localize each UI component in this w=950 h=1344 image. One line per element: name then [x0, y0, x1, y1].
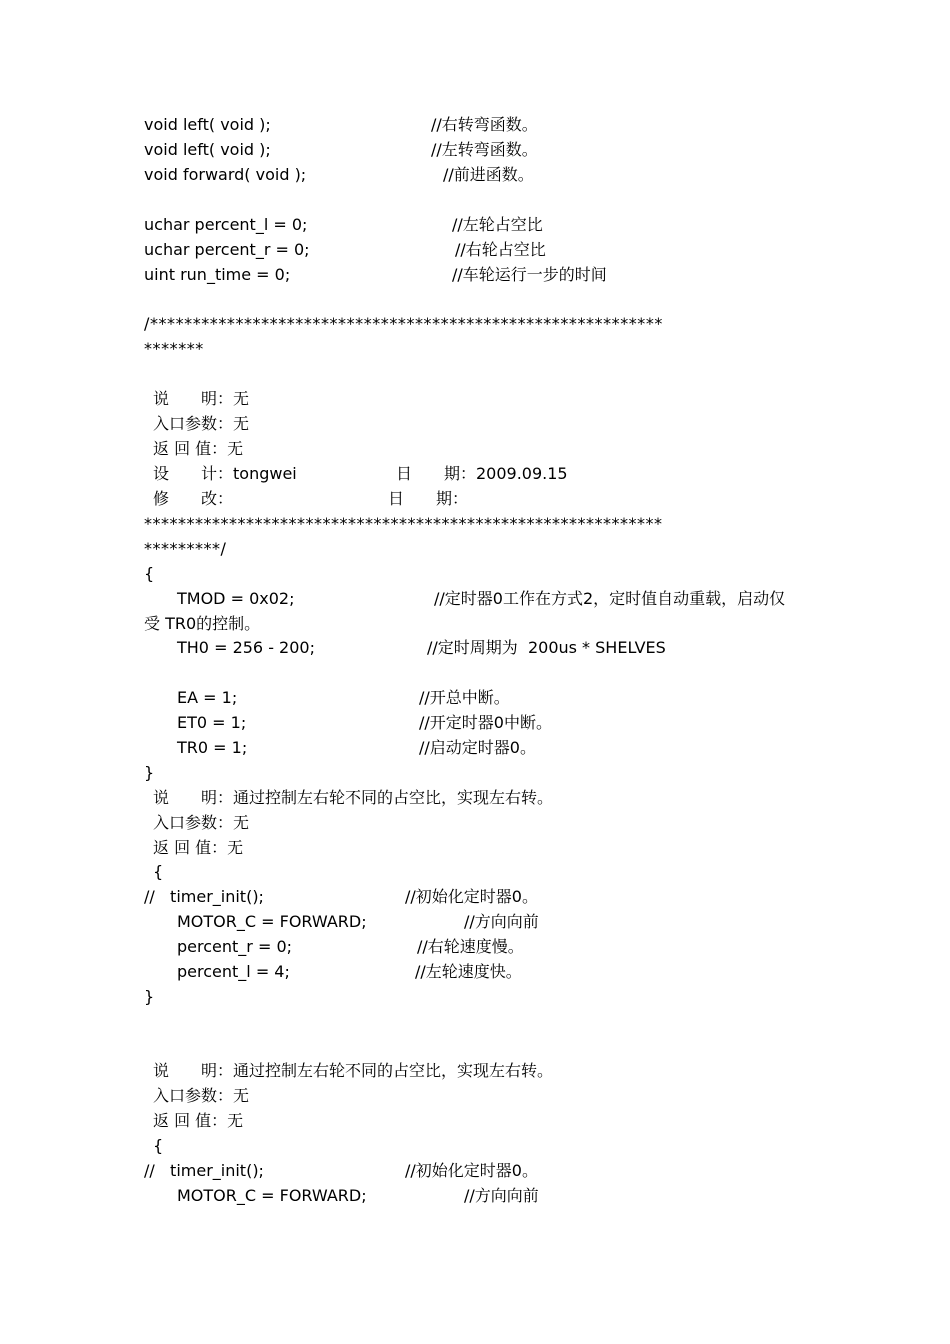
header-date: 日 期：: [388, 489, 469, 508]
code-comment: 受 TR0的控制。: [144, 614, 261, 633]
comment-border: *************************************************************: [144, 514, 663, 533]
comment-border: *******: [144, 339, 204, 358]
header-params: 入口参数：无: [153, 1086, 250, 1105]
brace: }: [144, 987, 155, 1006]
brace: }: [144, 763, 155, 782]
code-comment: //前进函数。: [443, 165, 534, 184]
code-comment: //右轮占空比: [455, 240, 546, 259]
code-line: // timer_init();: [144, 887, 264, 906]
code-comment: //方向向前: [464, 912, 539, 931]
code-line: void forward( void );: [144, 165, 307, 184]
brace: {: [153, 862, 164, 881]
brace: {: [144, 564, 155, 583]
code-line: void left( void );: [144, 115, 271, 134]
header-design: 设 计：tongwei: [153, 464, 297, 483]
code-line: TR0 = 1;: [177, 738, 248, 757]
code-line: uchar percent_r = 0;: [144, 240, 310, 259]
header-params: 入口参数：无: [153, 813, 250, 832]
header-return: 返 回 值：无: [153, 439, 244, 458]
code-line: TH0 = 256 - 200;: [177, 638, 315, 657]
header-params: 入口参数：无: [153, 414, 250, 433]
code-line: MOTOR_C = FORWARD;: [177, 912, 367, 931]
code-line: percent_l = 4;: [177, 962, 290, 981]
code-line: void left( void );: [144, 140, 271, 159]
comment-border: /************************************************************: [144, 314, 663, 333]
code-line: percent_r = 0;: [177, 937, 293, 956]
code-comment: //开定时器0中断。: [419, 713, 552, 732]
code-line: uchar percent_l = 0;: [144, 215, 308, 234]
code-line: MOTOR_C = FORWARD;: [177, 1186, 367, 1205]
header-date: 日 期：2009.09.15: [396, 464, 568, 483]
code-comment: //启动定时器0。: [419, 738, 536, 757]
header-description: 说 明：无: [153, 389, 250, 408]
header-return: 返 回 值：无: [153, 1111, 244, 1130]
code-line: EA = 1;: [177, 688, 238, 707]
code-comment: //左转弯函数。: [431, 140, 538, 159]
brace: {: [153, 1136, 164, 1155]
header-return: 返 回 值：无: [153, 838, 244, 857]
header-modify: 修 改：: [153, 489, 234, 508]
code-line: // timer_init();: [144, 1161, 264, 1180]
code-comment: //初始化定时器0。: [405, 1161, 538, 1180]
code-line: TMOD = 0x02;: [177, 589, 295, 608]
comment-border: *********/: [144, 539, 227, 558]
code-comment: //左轮占空比: [452, 215, 543, 234]
code-comment: //方向向前: [464, 1186, 539, 1205]
code-comment: //右转弯函数。: [431, 115, 538, 134]
code-line: uint run_time = 0;: [144, 265, 291, 284]
header-description: 说 明：通过控制左右轮不同的占空比，实现左右转。: [153, 788, 554, 807]
code-comment: //定时周期为 200us * SHELVES: [427, 638, 666, 657]
code-comment: //左轮速度快。: [415, 962, 522, 981]
code-comment: //定时器0工作在方式2，定时值自动重载，启动仅: [434, 589, 786, 608]
header-description: 说 明：通过控制左右轮不同的占空比，实现左右转。: [153, 1061, 554, 1080]
code-comment: //右轮速度慢。: [417, 937, 524, 956]
code-comment: //开总中断。: [419, 688, 510, 707]
code-comment: //初始化定时器0。: [405, 887, 538, 906]
code-comment: //车轮运行一步的时间: [452, 265, 607, 284]
code-line: ET0 = 1;: [177, 713, 247, 732]
